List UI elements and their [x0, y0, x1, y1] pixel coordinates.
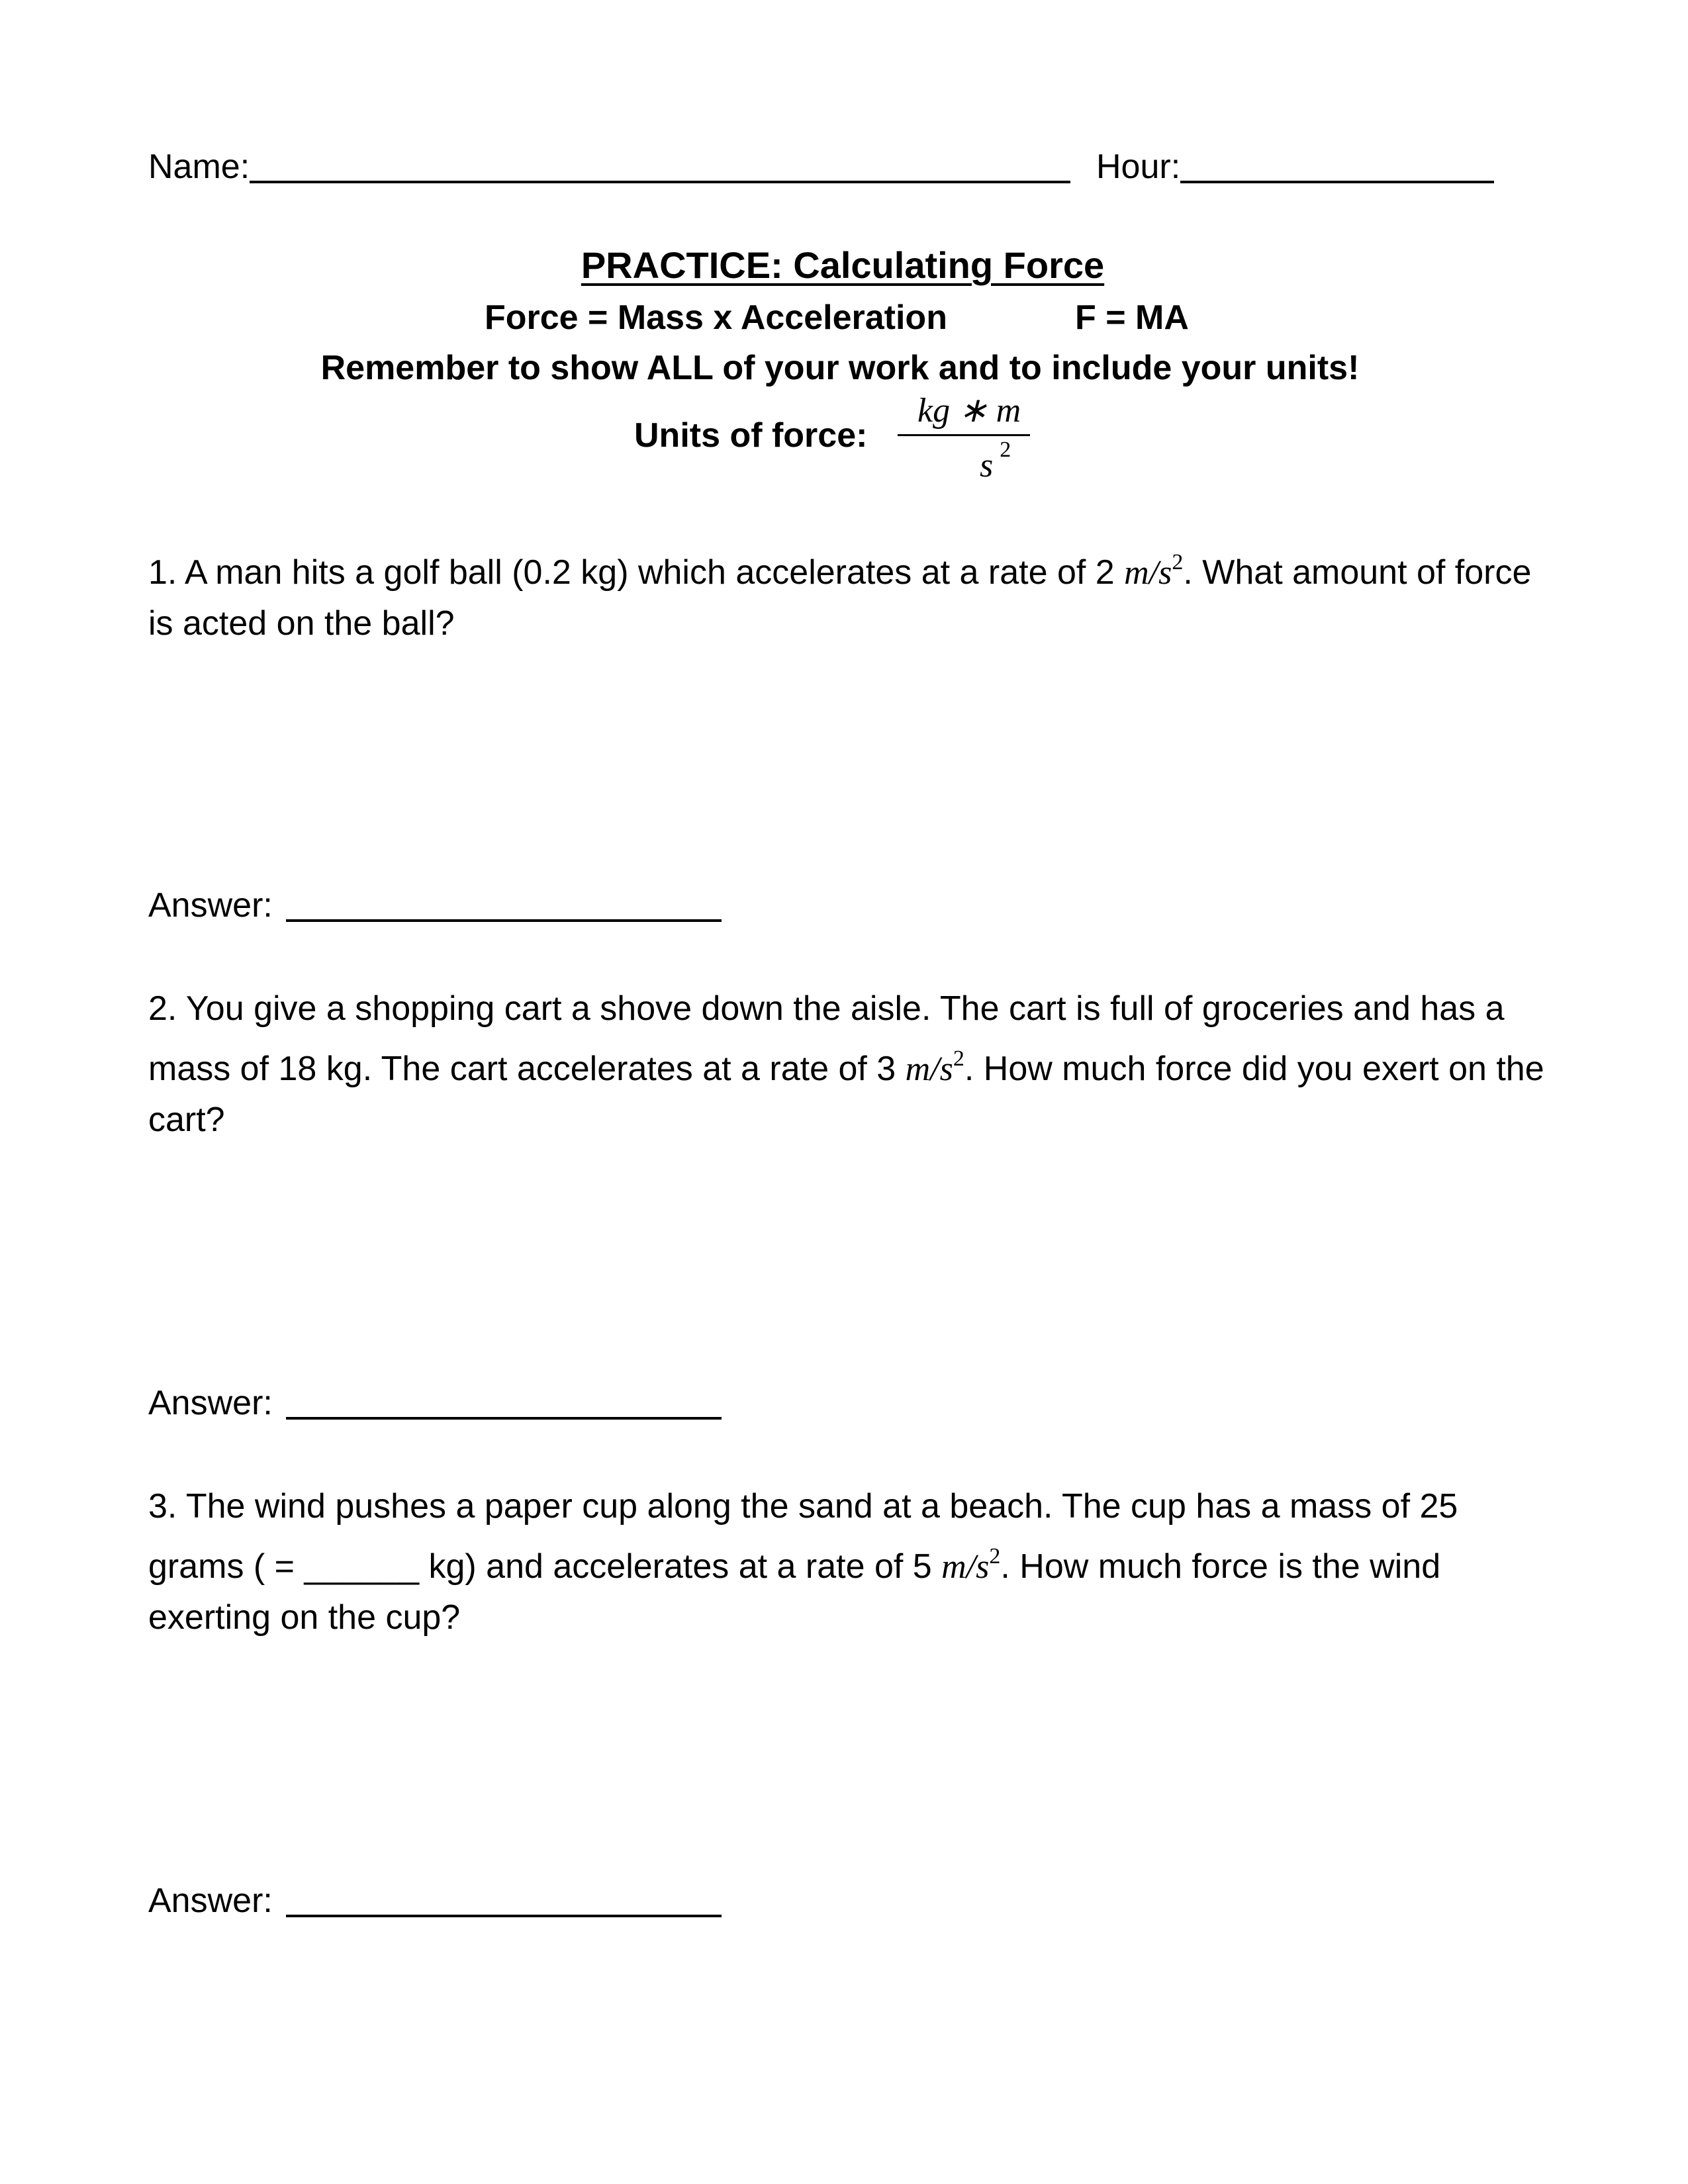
units-numerator: kg ∗ m	[917, 392, 1021, 430]
question-3-text-end: . How much force is the wind exerting on the cup?	[148, 1547, 1441, 1637]
hour-blank[interactable]	[1180, 177, 1494, 183]
accel-unit-exponent: 2	[989, 1544, 1001, 1569]
name-field[interactable]	[148, 147, 1070, 187]
formula-symbols: F = MA	[1075, 298, 1189, 337]
units-denominator-exponent: 2	[1000, 437, 1011, 462]
fraction-bar	[898, 434, 1030, 436]
accel-unit-base: m/s	[1124, 554, 1172, 592]
question-3	[148, 1481, 1552, 1643]
answer-2-blank[interactable]	[286, 1413, 722, 1420]
question-3-text-start: 3. The wind pushes a paper cup along the sand at a beach. The cup has a mass of 25 grams ( =	[148, 1487, 1458, 1586]
answer-3-label: Answer:	[148, 1882, 273, 1920]
answer-1[interactable]	[148, 886, 722, 925]
answer-2-label: Answer:	[148, 1384, 273, 1422]
question-2-text-end: . How much force did you exert on the cart?	[148, 1050, 1544, 1139]
units-label: Units of force:	[634, 416, 868, 455]
question-1	[148, 537, 1552, 649]
name-label: Name:	[148, 148, 250, 186]
page-title: PRACTICE: Calculating Force	[581, 244, 1105, 286]
answer-3[interactable]	[148, 1881, 722, 1921]
question-1-accel-unit	[1124, 550, 1184, 592]
name-blank[interactable]	[250, 177, 1070, 183]
question-2-accel-unit	[905, 1046, 964, 1088]
hour-label: Hour:	[1096, 148, 1181, 186]
answer-1-label: Answer:	[148, 886, 273, 925]
units-denominator-base: s	[980, 447, 994, 484]
answer-1-blank[interactable]	[286, 915, 722, 922]
mass-conversion-blank[interactable]: ______	[304, 1547, 420, 1586]
question-2	[148, 983, 1552, 1145]
question-2-text-start: 2. You give a shopping cart a shove down the aisle. The cart is full of groceries and has a mass of 18 kg. The cart accelerates at a rate of 3	[148, 989, 1505, 1088]
units-denominator	[980, 437, 1011, 485]
accel-unit-exponent: 2	[953, 1046, 964, 1071]
accel-unit-exponent: 2	[1172, 550, 1184, 574]
hour-field[interactable]	[1096, 147, 1494, 187]
accel-unit-base: m/s	[941, 1548, 990, 1586]
question-3-text-middle: kg) and accelerates at a rate of 5	[419, 1547, 932, 1586]
answer-3-blank[interactable]	[286, 1911, 722, 1917]
question-1-text-end: . What amount of force is acted on the ball?	[148, 553, 1532, 643]
answer-2[interactable]	[148, 1383, 722, 1423]
accel-unit-base: m/s	[905, 1050, 953, 1088]
question-3-accel-unit	[941, 1544, 1001, 1586]
reminder-text: Remember to show ALL of your work and to include your units!	[320, 349, 1360, 387]
formula-words: Force = Mass x Acceleration	[485, 298, 947, 337]
question-1-text-start: 1. A man hits a golf ball (0.2 kg) which accelerates at a rate of 2	[148, 553, 1115, 592]
